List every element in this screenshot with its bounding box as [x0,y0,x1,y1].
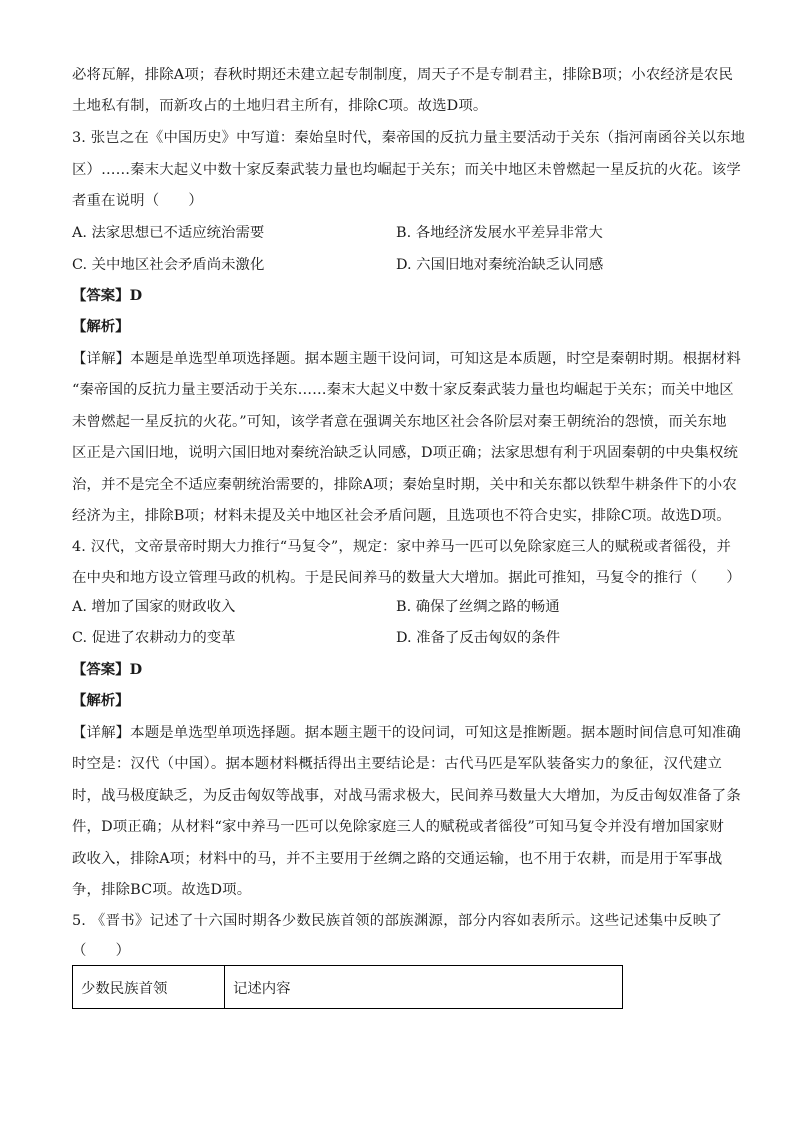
q3-detail-line-6: 经济为主，排除B项；材料未提及关中地区社会矛盾问题，且选项也不符合史实，排除C项。故选D项。 [72,508,731,524]
q3-option-a: A. 法家思想已不适应统治需要 [72,225,265,241]
q3-detail-line-5: 治，并不是完全不适应秦朝统治需要的，排除A项；秦始皇时期，关中和关东都以铁犁牛耕条件下的小农 [72,477,737,493]
q4-answer: 【答案】D [72,661,143,678]
q3-stem-line-1: 3. 张岂之在《中国历史》中写道：秦始皇时代，秦帝国的反抗力量主要活动于关东（指河南函谷关以东地 [72,130,746,146]
q3-detail-line-1: 【详解】本题是单选型单项选择题。据本题主题干设问词，可知这是本质题，时空是秦朝时期。根据材料 [72,351,741,367]
q3-answer: 【答案】D [72,287,143,304]
q3-detail-line-3: 未曾燃起一星反抗的火花。”可知，该学者意在强调关东地区社会各阶层对秦王朝统治的怨愤，而关东地 [72,414,727,430]
q3-detail-line-4: 区正是六国旧地，说明六国旧地对秦统治缺乏认同感，D项正确；法家思想有利于巩固秦朝的中央集权统 [72,445,739,461]
q4-analysis-label: 【解析】 [72,692,130,709]
q5-stem-line-2: （ ） [72,943,131,959]
q3-detail-line-2: “秦帝国的反抗力量主要活动于关东……秦末大起义中数十家反秦武装力量也均崛起于关东；而关中地区 [72,382,734,398]
q3-stem-line-2: 区）……秦末大起义中数十家反秦武装力量也均崛起于关东；而关中地区未曾燃起一星反抗的火花。该学 [72,162,741,178]
table-row [73,966,623,1009]
q4-stem-line-1: 4. 汉代，文帝景帝时期大力推行“马复令”，规定：家中养马一匹可以免除家庭三人的赋税或者徭役，并 [72,539,732,555]
q3-option-b: B. 各地经济发展水平差异非常大 [396,225,603,241]
q4-detail-line-5: 政收入，排除A项；材料中的马，并不主要用于丝绸之路的交通运输，也不用于农耕，而是用于军事战 [72,851,723,867]
q4-option-c: C. 促进了农耕动力的变革 [72,630,236,646]
q4-detail-line-6: 争，排除BC项。故选D项。 [72,882,252,898]
q5-table-header-leader: 少数民族首领 [73,966,225,1009]
q3-stem-line-3: 者重在说明（ ） [72,193,203,209]
q5-table [72,965,623,1009]
q4-detail-line-2: 时空是：汉代（中国）。据本题材料概括得出主要结论是：古代马匹是军队装备实力的象征，汉代建立 [72,756,722,772]
q4-detail-line-4: 件，D项正确；从材料“家中养马一匹可以免除家庭三人的赋税或者徭役”可知马复令并没有增加国家财 [72,819,724,835]
q4-stem-line-2: 在中央和地方设立管理马政的机构。于是民间养马的数量大大增加。据此可推知，马复令的推行（ ） [72,570,741,586]
prev-analysis-line-2: 土地私有制，而新攻占的土地归君主所有，排除C项。故选D项。 [72,98,488,114]
q4-option-d: D. 准备了反击匈奴的条件 [396,630,561,646]
q5-table-header-content: 记述内容 [225,966,623,1009]
q5-stem-line-1: 5. 《晋书》记述了十六国时期各少数民族首领的部族渊源，部分内容如表所示。这些记述集中反映了 [72,913,722,929]
q4-option-b: B. 确保了丝绸之路的畅通 [396,599,560,615]
q3-analysis-label: 【解析】 [72,318,130,335]
q4-detail-line-1: 【详解】本题是单选型单项选择题。据本题主题干的设问词，可知这是推断题。据本题时间信息可知准确 [72,725,741,741]
q3-option-c: C. 关中地区社会矛盾尚未激化 [72,257,265,273]
q3-option-d: D. 六国旧地对秦统治缺乏认同感 [396,257,604,273]
q4-detail-line-3: 时，战马极度缺乏，为反击匈奴等战事，对战马需求极大，民间养马数量大大增加，为反击匈奴准备了条 [72,788,741,804]
q4-option-a: A. 增加了国家的财政收入 [72,599,236,615]
prev-analysis-line-1: 必将瓦解，排除A项；春秋时期还未建立起专制制度，周天子不是专制君主，排除B项；小农经济是农民 [72,67,734,83]
